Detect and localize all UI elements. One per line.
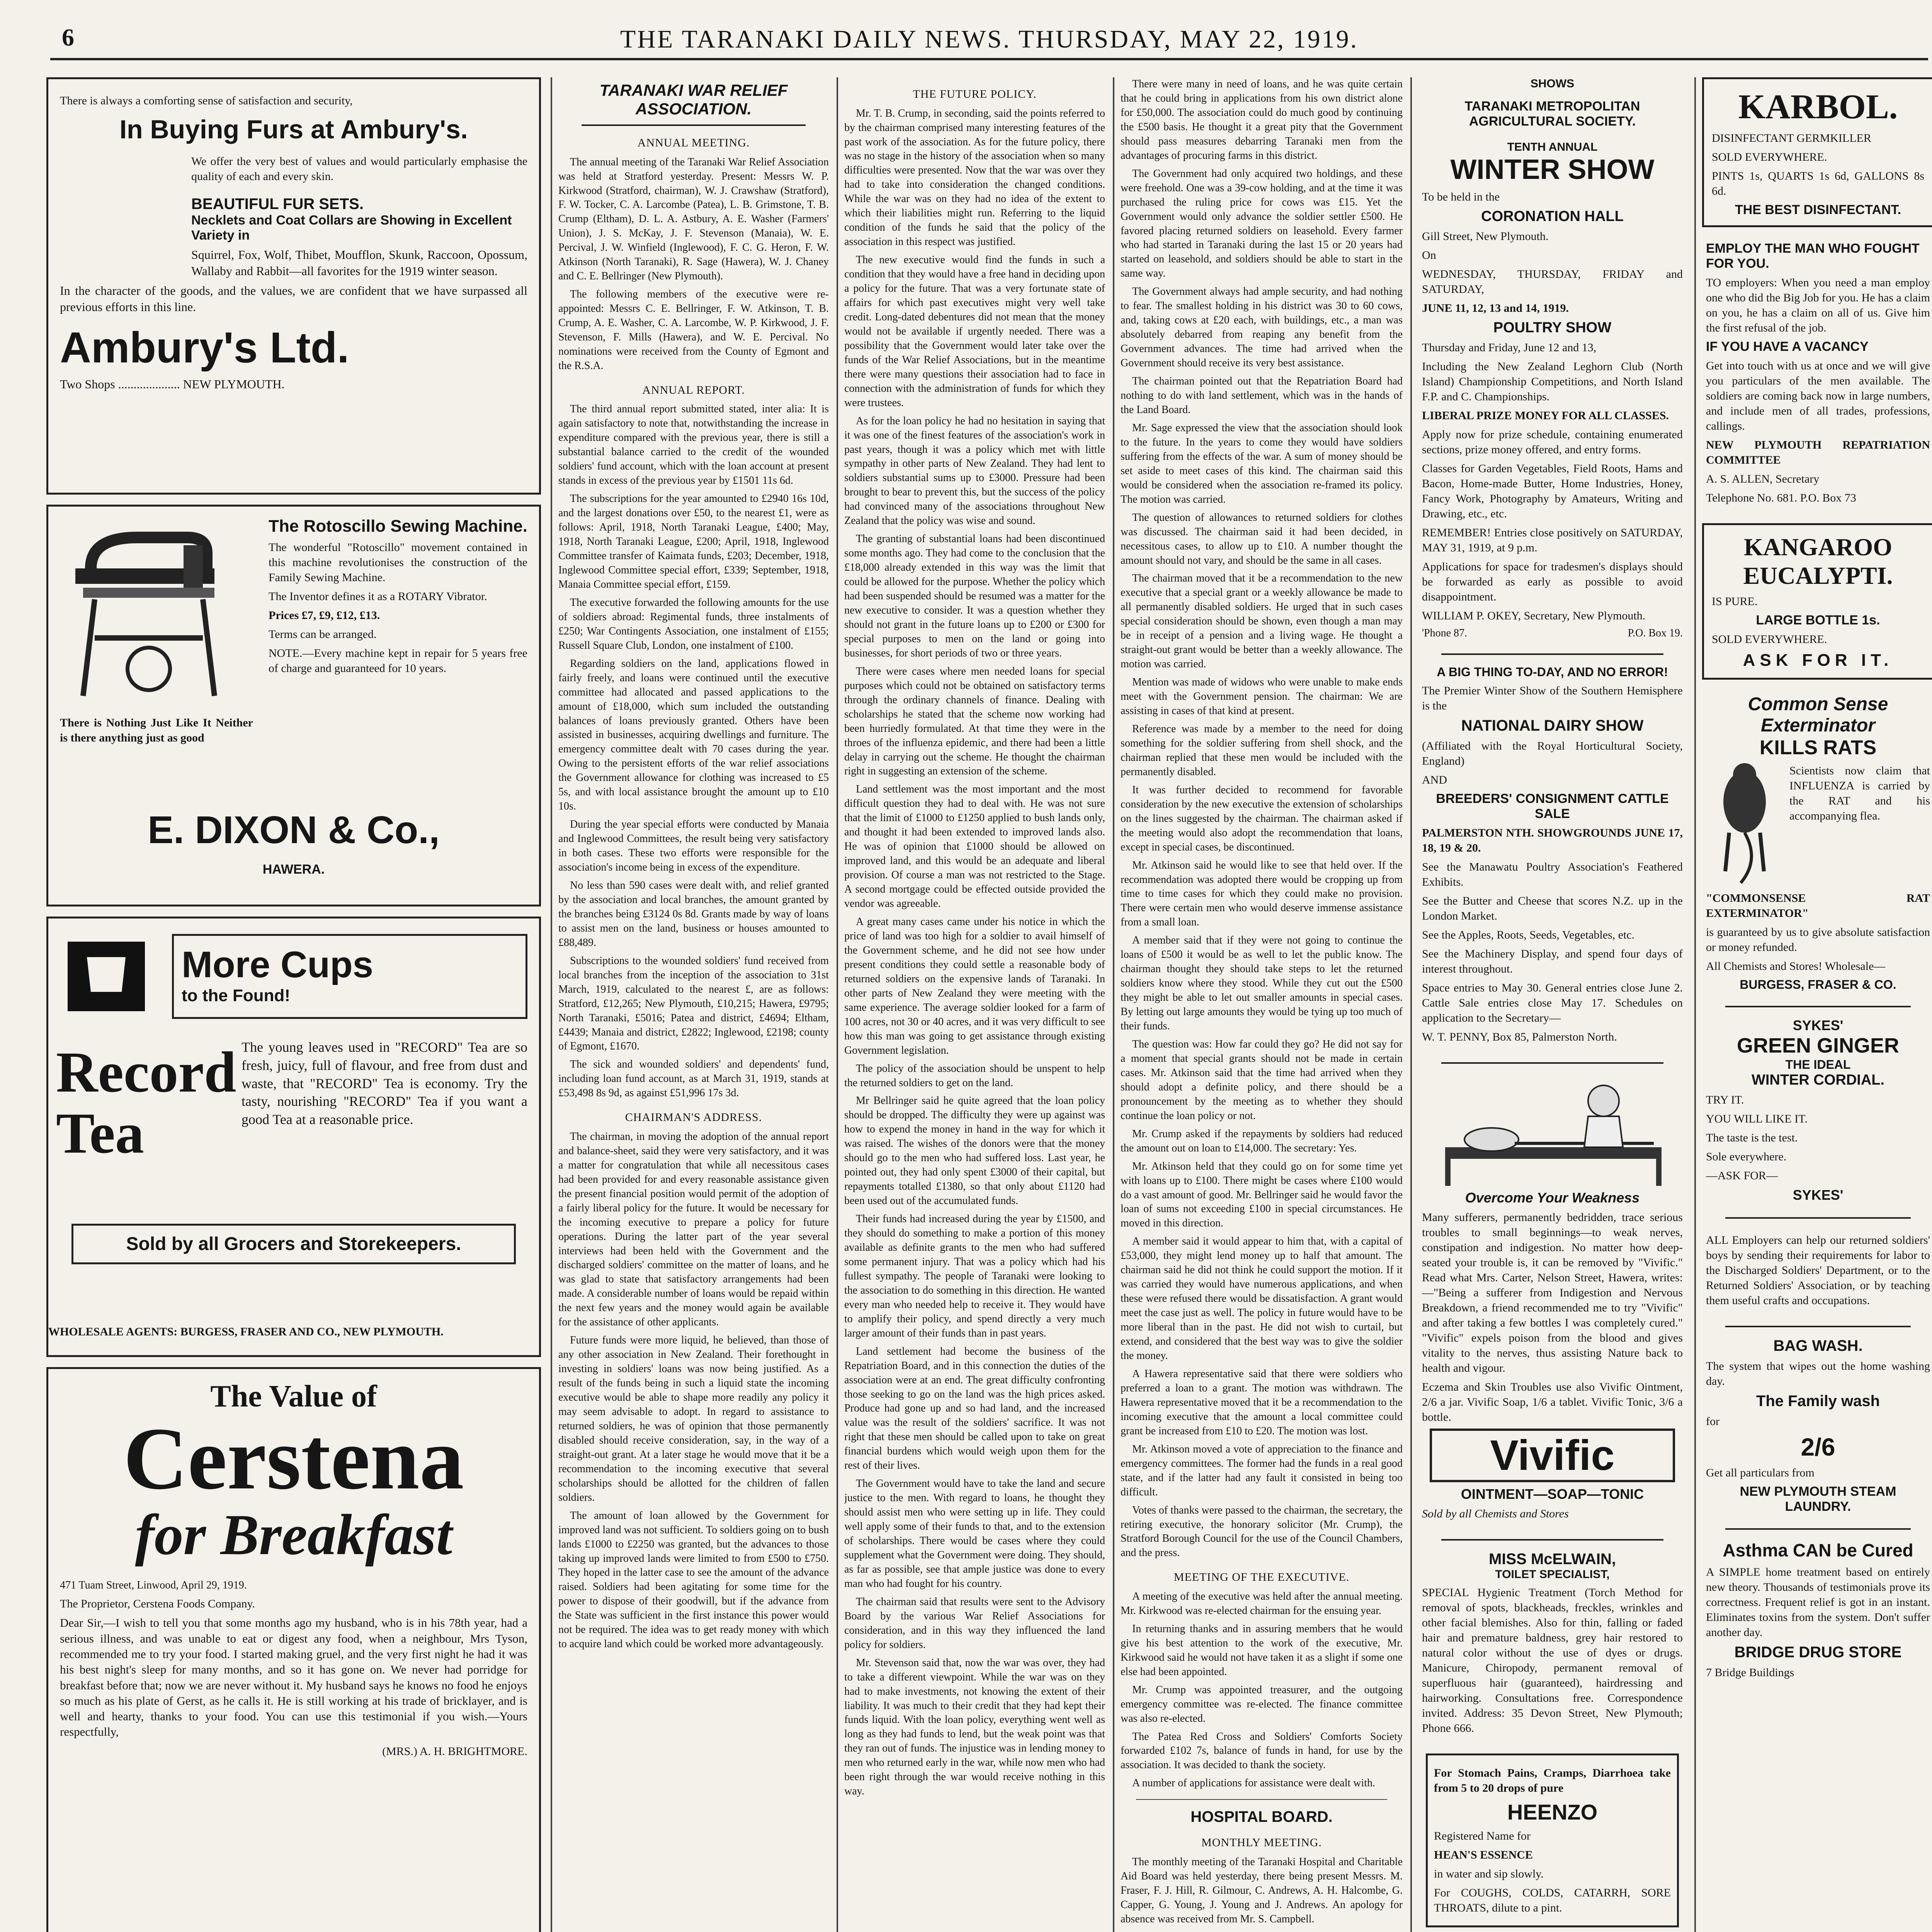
kangaroo-brand: KANGAROO EUCALYPTI.: [1743, 533, 1893, 589]
bag-system: The system that wipes out the home washing day.: [1706, 1360, 1930, 1388]
article-paragraph: Land settlement had become the business of the Repatriation Board, and in this connection the duties of the association were at an end. The great difficulty confronting those seeking to go on the land was the high prices asked. Produce had gone up and so had land, and the increased value was the result of the soldiers' sacrifice. It was not right that these men should be called upon to take on great financial burdens which would weigh upon them for the rest of their lives.: [844, 1345, 1105, 1472]
dixon-firm: E. DIXON & Co.,: [148, 808, 440, 852]
record-brand: Record Tea: [56, 1040, 236, 1165]
record-agents: WHOLESALE AGENTS: BURGESS, FRASER AND CO., NEW PLYMOUTH.: [48, 1325, 444, 1338]
column-rule: [551, 77, 552, 1932]
steam-laundry: NEW PLYMOUTH STEAM LAUNDRY.: [1740, 1484, 1896, 1514]
apply-text: Apply now for prize schedule, containing enumerated sections, prize money offered, and entry forms.: [1422, 428, 1683, 456]
ambury-list: Squirrel, Fox, Wolf, Thibet, Moufflon, Skunk, Raccoon, Opossum, Wallaby and Rabbit—all favorites for the 1919 winter season.: [191, 248, 527, 278]
cerstena-address: 471 Tuam Street, Linwood, April 29, 1919.: [60, 1579, 247, 1591]
common-sense: Common Sense Exterminator: [1748, 694, 1888, 736]
article-subhead: MEETING OF THE EXECUTIVE.: [1173, 1571, 1350, 1584]
dairy-show-ad: [1418, 661, 1687, 1052]
article-paragraph: The granting of substantial loans had been discontinued some months ago. They had come to the conclusion that the £18,000 already extended in this way was the limit that could be allowed for the purpose. Whether the policy which had been suspended should be resumed was a matter for the new executive to consider. It was a question whether they should not grant in the future loans up to £200 or £300 for special purposes to men on the land or going into businesses, for short periods of two or three years.: [844, 533, 1105, 659]
see-apples: See the Apples, Roots, Seeds, Vegetables, etc.: [1422, 929, 1635, 941]
heenzo-brand: HEENZO: [1507, 1800, 1598, 1824]
secretary-okey: WILLIAM P. OKEY, Secretary, New Plymouth.: [1422, 609, 1646, 622]
try-it: TRY IT.: [1706, 1094, 1744, 1106]
cerstena-signed: (MRS.) A. H. BRIGHTMORE.: [382, 1745, 527, 1758]
ambury-logo: Ambury's Ltd.: [60, 323, 349, 372]
burgess-fraser: BURGESS, FRASER & CO.: [1740, 978, 1896, 992]
article-paragraph: Land settlement was the most important and the most difficult question they had to deal with. He was not sure that the limit of £1000 to £1250 applied to bush lands only, and thought it had been extended to improved lands also. He was of opinion that £1000 should be allowed on improved land, and this would be an adequate and liberal provision. Of course a man was not restricted to the Stage. A second mortgage could be effected outside provided the vendor was agreeable.: [844, 783, 1105, 910]
article-paragraph: A great many cases came under his notice in which the price of land was too high for a soldier to avail himself of the Government scheme, and he did not see how under present conditions they could settle a reasonable body of returned soldiers on the expensive lands of Taranaki. In other parts of New Zealand they were meeting with the same experience. The average soldier looked for a farm of 100 acres, not 30 or 40 acres, and it was very difficult to see how this man was going to get assistance through existing Government legislation.: [844, 916, 1105, 1056]
get-all-particulars: Get all particulars from: [1706, 1466, 1815, 1479]
article-subhead: THE FUTURE POLICY.: [913, 88, 1037, 100]
column-ads-right: [1702, 77, 1932, 1932]
article-paragraph: Future funds were more liquid, he believed, than those of any other association in New Zealand. Their forethought in investing in soldiers' loans was now being justified. As a result of the funds being in such a liquid state the incoming executive would be able to shape more readily any policy it may seem advisable to adopt. In regard to assistance to returned soldiers, he was of opinion that those permanently disabled should receive consideration, say, in the way of a straight-out grant. At a later stage he would move that it be a recommendation to the incoming executive that several scholarships should be allotted for the children of fallen soldiers.: [558, 1334, 829, 1503]
guaranteed-text: is guaranteed by us to give absolute satisfaction or money refunded.: [1706, 926, 1930, 954]
article-paragraph: The third annual report submitted stated, inter alia: It is again satisfactory to note that, notwithstanding the increase in expenditure compared with the previous year, there is still a substantial balance carried to the credit of the wounded soldiers' fund account, which with the loan account at present stands in excess of the previous year by £1501 11s 6d.: [558, 403, 829, 487]
article-paragraph: Mr. T. B. Crump, in seconding, said the points referred to by the chairman comprised many interesting features of the past work of the association. As for the future policy, there was no stage in the history of the association when so many difficulties were presented. Now that the war was over they had to take into consideration the changed conditions. While the war was on they had no idea of the extent to which their liabilities might run. Referring to the liquid condition of the funds he said that the policy of the association in this respect was justified.: [844, 107, 1105, 248]
article-paragraph: The amount of loan allowed by the Government for improved land was not sufficient. To soldiers going on to bush lands £1000 to £2250 was granted, but the advances to those taking up improved lands were limited to from £500 to £750. They hoped in the latter case to see the amount of the advance raised. Soldiers had been agitating for some time for the power to dispose of their goodwill, but if the advance from the State was sufficient in the first instance this power would not be required. The idea was to get ready money with which to acquire land which could be worked more advantageously.: [558, 1509, 829, 1650]
karbol-brand: KARBOL.: [1738, 88, 1898, 126]
vivific-body: Many sufferers, permanently bedridden, trace serious troubles to small beginnings—to weak nerves, constipation and indigestion. No matter how deep-seated your trouble is, it can be removed by "Vivific." Read what Mrs. Carter, Nelson Street, Hawera, writes:—"Being a sufferer from Indigestion and Nervous Breakdown, a friend recommended me to try "Vivific" and after taking a few bottles I was completely cured." "Vivific" expels poison from the blood and gives vitality to the nerves, thus assisting Nature back to health and vigour.: [1422, 1211, 1683, 1374]
article-paragraph: A member said it would appear to him that, with a capital of £53,000, they might lend money up to half that amount. The chairman said he did not think he could support the motion. If it was carried they would have numerous applications, and when these were refused there would be dissatisfaction. A grant would meet the case just as well. The policy in future would have to be more liberal than in the past. He did not wish to curtail, but extend, and considered that the best way was to give the soldier the money.: [1121, 1235, 1403, 1362]
palmerston-dates: PALMERSTON NTH. SHOWGROUNDS JUNE 17, 18, 19 & 20.: [1422, 827, 1683, 854]
cerstena-proprietor: The Proprietor, Cerstena Foods Company.: [60, 1597, 255, 1611]
article-paragraph: In returning thanks and in assuring members that he would give his best attention to the work of the executive, Mr. Kirkwood said he would not have taken it as a slight if some one else had been appointed.: [1121, 1622, 1403, 1678]
tenth-annual: TENTH ANNUAL: [1507, 141, 1598, 153]
article-paragraph: Mr. Crump asked if the repayments by soldiers had reduced the amount out on loan to £14,000. The secretary: Yes.: [1121, 1128, 1403, 1154]
kills-rats: KILLS RATS: [1759, 736, 1877, 759]
on-label: On: [1422, 249, 1436, 262]
asthma-ad: [1702, 1536, 1932, 1688]
employers-text: TO employers: When you need a man employ one who did the Big Job for you. He has a claim on you, he has a claim on all of us. Give him the first refusal of the job.: [1706, 276, 1930, 334]
vivific-ad: [1418, 1070, 1687, 1529]
space-text: Applications for space for tradesmen's displays should be forwarded as early as possible to avoid disappointment.: [1422, 560, 1683, 603]
see-butter: See the Butter and Cheese that scores N.Z. up in the London Market.: [1422, 895, 1683, 922]
tea-cup-logo: [60, 934, 153, 1019]
ambury-body: We offer the very best of values and would particularly emphasise the quality of each and every skin.: [191, 155, 527, 183]
article-paragraph: It was further decided to recommend for favorable consideration by the new executive the extension of scholarships on the lines suggested by the chairman. The chairman asked if the meeting would also adopt the recommendation that loans, except in special cases, be discontinued.: [1121, 784, 1403, 853]
commonsense-name: "COMMONSENSE RAT EXTERMINATOR": [1706, 892, 1930, 920]
article-paragraph: The subscriptions for the year amounted to £2940 16s 10d, and the largest donations over £50, to the nearest £1, were as follows: April, 1918, North Taranaki League, £400; May, 1918, North Taranaki League, £200; April, 1918, Inglewood Committee transfer of Kaimata funds, £203; December, 1918, Inglewood Committee special effort, £339; September, 1918, Manaia Committee special effort, £159.: [558, 493, 829, 590]
article-paragraph: The chairman said that results were sent to the Advisory Board by the various War Relief Associations for consideration, and in this way they influenced the land policy for soldiers.: [844, 1595, 1105, 1651]
article-paragraph: Mr Bellringer said he quite agreed that the loan policy should be dropped. The difficulty they were up against was how to expend the money in hand in the way for which it was raised. The wishes of the donors were that the money should go to the men who had suffered loss. Last year, he pointed out, they had only spent £3000 of their capital, but repayments totalled £1380, so that only about £1120 had been used out of the accumulated funds.: [844, 1095, 1105, 1207]
ambury-headline: In Buying Furs at Ambury's.: [119, 115, 468, 144]
cerstena-for-breakfast: for Breakfast: [135, 1503, 452, 1567]
article-paragraph: The policy of the association should be unspent to help the returned soldiers to get on the land.: [844, 1062, 1105, 1089]
cerstena-ad: [46, 1367, 541, 1932]
article-paragraph: The executive forwarded the following amounts for the use of soldiers abroad: Regimental funds, three instalments of £250; War Contingents Association, one instalment of £155; Russell Square Club, London, one instalment of £100.: [558, 596, 829, 651]
column-rule: [837, 77, 838, 1932]
sewing-machine-illustration: [60, 522, 245, 704]
green-ginger: GREEN GINGER: [1736, 1034, 1900, 1057]
bridge-buildings: 7 Bridge Buildings: [1706, 1666, 1794, 1679]
karbol-ad: [1702, 77, 1932, 227]
article-paragraph: Mr. Sage expressed the view that the association should look to the future. In the years to come they would have soldiers suffering from the effects of the war. A sum of money should be set aside to meet cases of this kind. The chairman said this would be considered when the association re-framed its policy. The motion was carried.: [1121, 422, 1403, 505]
mcelwain-ad: [1418, 1547, 1687, 1743]
vivific-headline: Overcome Your Weakness: [1465, 1190, 1640, 1206]
article-paragraph: Mention was made of widows who were unable to make ends meet with the Government pension. The chairman: We are assisting in cases of that kind at present.: [1121, 676, 1403, 717]
held-in: To be held in the: [1422, 190, 1500, 203]
article-paragraph: A Hawera representative said that there were soldiers who preferred a loan to a grant. The motion was withdrawn. The Hawera representative moved that it be a recommendation to the incoming executive that the amount a local committee could grant be increased from £10 to £20. The motion was lost.: [1121, 1367, 1403, 1437]
liberal-prize: LIBERAL PRIZE MONEY FOR ALL CLASSES.: [1422, 409, 1669, 422]
asthma-headline: Asthma CAN be Cured: [1723, 1540, 1913, 1560]
winter-cordial: WINTER CORDIAL.: [1751, 1072, 1885, 1088]
ambury-subhead2: Necklets and Coat Collars are Showing in Excellent Variety in: [191, 213, 512, 243]
dixon-caption: There is Nothing Just Like It Neither is there anything just as good: [60, 716, 253, 744]
article-paragraph: Regarding soldiers on the land, applications flowed in fairly freely, and loans were continued until the executive committee had allocated and passed applications to the amount of £18,000, which sum included the outstanding balances of loans previously granted. Others have been assisted in businesses, acquiring dwellings and furniture. The emergency committee dealt with 70 cases during the year. Owing to the persistent efforts of the war relief associations the Government allowance for clothing was increased to £5 5s, and with local assistance brought the amount up to £10 10s.: [558, 657, 829, 813]
affiliated-text: (Affiliated with the Royal Horticultural Society, England): [1422, 740, 1683, 767]
chemists-text: All Chemists and Stores! Wholesale—: [1706, 960, 1886, 973]
article-paragraph: Votes of thanks were passed to the chairman, the secretary, the retiring executive, the honorary solicitor (Mr. Crump), the Stratford Borough Council for the use of the Council Chambers, and the press.: [1121, 1504, 1403, 1559]
telephone-box: Telephone No. 681. P.O. Box 73: [1706, 492, 1856, 504]
see-poultry: See the Manawatu Poultry Association's Feathered Exhibits.: [1422, 861, 1683, 888]
vivific-sold: Sold by all Chemists and Stores: [1422, 1507, 1569, 1520]
dixon-ad: [46, 505, 541, 906]
hospital-paragraph: The monthly meeting of the Taranaki Hospital and Charitable Aid Board was held yesterday, there being present Messrs. M. Fraser, F. J. Hill, R. Gilmour, C. Andrews, A. H. Halcombe, G. Capper, G. Young, J. Young and J. Andrews. An apology for absence was received from Mr. S. Campbell.: [1121, 1855, 1403, 1925]
article-paragraph: Reference was made by a member to the need for doing something for the soldier suffering from shell shock, and the chairman replied that these men would be included with the permanently disabled.: [1121, 723, 1403, 778]
article-paragraph: The Government would have to take the land and secure justice to the men. With regard to loans, he thought they should assist men who were setting up in life. They could well apply some of their funds to that, and to the extension of scholarships. There would be cases where they could supplement what the Government were doing. They should, as far as possible, see that ample justice was done to every man who had fought for his country.: [844, 1478, 1105, 1590]
cerstena-letter: Dear Sir,—I wish to tell you that some months ago my husband, who is in his 78th year, had a serious illness, and was unable to eat or digest any food, when a neighbour, Mrs Tyson, recommended me to try your food. I started making gruel, and the very first night he had it was his best night's sleep for many months, and so it has gone on. We never had porridge for breakfast before that; now we are never without it. My husband says he knows no food he enjoys so much as his plate of Gerst, as he calls it. He is still working at his trade of bricklayer, and is well and hearty, thanks to your food. You can use this testimonial if you wish.—Yours respectfully,: [60, 1616, 527, 1739]
column-ads-left: [46, 77, 541, 1932]
page-number: 6: [62, 24, 74, 51]
kangaroo-sold: SOLD EVERYWHERE.: [1712, 633, 1827, 646]
repatriation-ad: [1702, 237, 1932, 513]
employers-all-text: ALL Employers can help our returned soldiers' boys by sending their requirements for labor to the Discharged Soldiers' Department, or to the Returned Soldiers' Association, or by teaching them useful crafts and occupations.: [1706, 1234, 1930, 1307]
heenzo-essence: HEAN'S ESSENCE: [1434, 1849, 1533, 1861]
article-paragraph: The question was: How far could they go? He did not say for a moment that special grants should not be made in certain cases. Mr. Atkinson said that the time had arrived when they should adopt a definite policy, and there should be a pronouncement by the meeting as to whether they should continue the loan policy or not.: [1121, 1038, 1403, 1122]
masthead: [50, 23, 1928, 60]
repatriation-committee: NEW PLYMOUTH REPATRIATION COMMITTEE: [1706, 439, 1930, 466]
article-paragraph: As for the loan policy he had no hesitation in saying that it was one of the finest features of the association's work in past years, though it was a policy which met with little sympathy in other parts of New Zealand. They had lent to soldiers substantial sums up to £3000. Pressure had been brought to bear to prevent this, but the success of the policy had convinced many of the associations throughout New Zealand that the policy was wise and sound.: [844, 415, 1105, 527]
column-war-relief-2: [844, 77, 1105, 1932]
column-rule: [1113, 77, 1114, 1932]
dixon-prices: Prices £7, £9, £12, £13.: [269, 609, 380, 622]
article-paragraph: During the year special efforts were conducted by Manaia and Inglewood Committees, the result being very satisfactory in both cases. These two efforts were responsible for the association's income being in excess of the expenditure.: [558, 818, 829, 874]
rat-exterminator-ad: [1702, 690, 1932, 996]
kangaroo-ask: ASK FOR IT.: [1743, 651, 1893, 670]
gill-street: Gill Street, New Plymouth.: [1422, 230, 1549, 243]
article-paragraph: The Patea Red Cross and Soldiers' Comforts Society forwarded £102 7s, balance of funds in hand, for use by the association. It was decided to thank the society.: [1121, 1730, 1403, 1771]
heenzo-registered: Registered Name for: [1434, 1830, 1531, 1842]
heenzo-water: in water and sip slowly.: [1434, 1867, 1544, 1880]
separator: [1725, 1217, 1911, 1219]
article-paragraph: A meeting of the executive was held after the annual meeting. Mr. Kirkwood was re-elected chairman for the ensuing year.: [1121, 1590, 1403, 1617]
dixon-title: The Rotoscillo Sewing Machine.: [269, 517, 527, 536]
toilet-specialist: TOILET SPECIALIST,: [1495, 1568, 1610, 1581]
dixon-terms: Terms can be arranged.: [269, 628, 377, 641]
dixon-note: NOTE.—Every machine kept in repair for 5 years free of charge and guaranteed for 10 years.: [269, 647, 527, 675]
ambury-shops: Two Shops .................... NEW PLYMOUTH.: [60, 377, 285, 391]
article-subtitle: ANNUAL MEETING.: [637, 136, 750, 149]
sykes-label-2: SYKES': [1793, 1187, 1844, 1203]
miss-mcelwain: MISS McELWAIN,: [1489, 1551, 1616, 1568]
separator: [582, 124, 806, 126]
ideal-label: THE IDEAL: [1785, 1058, 1851, 1071]
kangaroo-large: LARGE BOTTLE 1s.: [1756, 613, 1880, 628]
vacancy-heading: IF YOU HAVE A VACANCY: [1706, 339, 1869, 354]
classes-text: Classes for Garden Vegetables, Field Roots, Hams and Bacon, Home-made Butter, Home Industries, Honey, Fancy Work, Photography by Amateurs, Writing and Drawing, etc., etc.: [1422, 462, 1683, 520]
article-subhead: ANNUAL REPORT.: [642, 383, 745, 396]
penny-contact: W. T. PENNY, Box 85, Palmerston North.: [1422, 1031, 1617, 1043]
record-tea-ad: [46, 917, 541, 1357]
record-sold: Sold by all Grocers and Storekeepers.: [71, 1224, 516, 1264]
sole-everywhere: Sole everywhere.: [1706, 1150, 1787, 1163]
kangaroo-pure: IS PURE.: [1712, 595, 1758, 608]
dixon-town: HAWERA.: [262, 862, 325, 877]
bag-wash: BAG WASH.: [1773, 1337, 1863, 1354]
article-paragraph: Mr. Atkinson said he would like to see that held over. If the recommendation was adopted there would be cropping up from time to time cases for which they could make no provision. There were certain men who would deserve immense assistance from a small loan.: [1121, 859, 1403, 929]
dixon-inventor: The Inventor defines it as a ROTARY Vibrator.: [269, 590, 487, 603]
poultry-dates: Thursday and Friday, June 12 and 13,: [1422, 341, 1597, 354]
article-paragraph: Mr. Crump was appointed treasurer, and the outgoing emergency committee was re-elected. The finance committee was also re-elected.: [1121, 1684, 1403, 1725]
vivific-line: OINTMENT—SOAP—TONIC: [1461, 1486, 1644, 1502]
article-subhead: CHAIRMAN'S ADDRESS.: [625, 1111, 762, 1124]
taste-test: The taste is the test.: [1706, 1131, 1798, 1144]
karbol-sold: SOLD EVERYWHERE.: [1712, 151, 1827, 163]
ambury-ad: [46, 77, 541, 495]
heenzo-ad: [1426, 1753, 1679, 1927]
premier-text: The Premier Winter Show of the Southern Hemisphere is the: [1422, 684, 1683, 712]
scientists-claim: Scientists now claim that INFLUENZA is carried by the RAT and his accompanying flea.: [1789, 764, 1930, 822]
article-paragraph: A member said that if they were not going to continue the loans of £500 it would be as well to let the public know. The chairman thought they should take steps to let the returned soldiers know where they stood. While they cut out the £500 they might be able to let out smaller amounts in special cases. By letting out large amounts they would be tying up too much of their funds.: [1121, 934, 1403, 1032]
article-paragraph: The new executive would find the funds in such a condition that they would have a free hand in deciding upon a policy for the future. That was a very fortunate state of affairs for which past executives might very well take credit. Long-dated debentures did not mean that the money would not be available if urgently needed. There was a possibility that the Government would later take over the funds of the War Relief Associations, but in the meantime there were many questions their association had to face in connection with the administration of funds for which they were trustees.: [844, 254, 1105, 409]
separator: [1441, 1539, 1663, 1541]
employers-notice: [1702, 1225, 1932, 1316]
space-entries: Space entries to May 30. General entries close June 2. Cattle Sale entries close May 17. Schedules on application to the Secretary—: [1422, 981, 1683, 1024]
column-shows: [1418, 77, 1687, 1932]
ambury-subhead: BEAUTIFUL FUR SETS.: [191, 196, 364, 213]
article-paragraph: The chairman, in moving the adoption of the annual report and balance-sheet, said they were very satisfactory, and it was a matter for congratulation that while all necessitous cases had been provided for and every reasonable assistance given the present financial position would permit of the adoption of a fairly liberal policy for the future. It would be necessary for the incoming executive to prepare a policy for future operations. During the latter part of the year several interviews had been held with the Government and the discharged soldiers' committee on the matter of loans, and he was glad to state that satisfactory arrangements had been made. A considerable number of loans would be repaid within the next few years and the money would again be available for the assistance of other applicants.: [558, 1130, 829, 1328]
vivific-brand: Vivific: [1430, 1429, 1675, 1482]
article-paragraph: There were cases where men needed loans for special purposes which could not be obtained on satisfactory terms through the ordinary channels of finance. Dealing with scholarships he stated that the scheme now working had been hurriedly formulated. At that time they were in the throes of the influenza epidemic, and there had been a little delay in carrying out the scheme. He thought the chairman right in suggesting an extension of the scheme.: [844, 665, 1105, 777]
separator: [1725, 1006, 1911, 1007]
article-paragraph: Subscriptions to the wounded soldiers' fund received from local branches from the inception of the association to 31st March, 1919, calculated to the nearest £, are as follows: Stratford, £12,265; New Plymouth, £10,215; Hawera, £9795; North Taranaki, £5016; Patea and district, £4694; Eltham, £4439; Manaia and district, £2822; Inglewood, £2198; county of Egmont, £1670.: [558, 954, 829, 1053]
green-ginger-ad: [1702, 1014, 1932, 1207]
and-text: AND: [1422, 774, 1447, 786]
record-more-cups: More Cups: [182, 944, 374, 985]
separator: [1136, 1799, 1387, 1800]
article-paragraph: No less than 590 cases were dealt with, and relief granted by the association and local branches, the amount granted by the branches being £3124 0s 8d. Grants made by way of loans to assist men on the land, business or houses amounted to £88,489.: [558, 879, 829, 949]
karbol-disinfectant: DISINFECTANT GERMKILLER: [1712, 132, 1871, 145]
nurse-patient-illustration: [1422, 1074, 1677, 1190]
article-paragraph: The Government always had ample security, and had nothing to fear. The smallest holding in his district was 30 to 60 cows, and, taking cows at £20 each, with buildings, etc., a man was absolutely debarred from reaping any benefit from the Government advances. The time had arrived when the Government should receive its very best assistance.: [1121, 286, 1403, 369]
newspaper-title: THE TARANAKI DAILY NEWS. THURSDAY, MAY 22, 1919.: [620, 25, 1359, 53]
article-paragraph: The Government had only acquired two holdings, and these were freehold. One was a 39-cow holding, and at the time it was purchased the ruling price for cows was £15. Yet the Government would only advance the soldier settler £500. He favored placing returned soldiers on leasehold. Every farmer who had started in Taranaki during the last 15 or 20 years had started on leasehold, and soldiers should be able to start in the same way.: [1121, 167, 1403, 280]
bag-wash-ad: [1702, 1333, 1932, 1518]
winter-show: WINTER SHOW: [1450, 154, 1655, 185]
separator: [1441, 1062, 1663, 1064]
asthma-body: A SIMPLE home treatment based on entirely new theory. Thousands of testimonials prove its correctness. Frequent relief is got in an instant. Eliminates toxins from the system. Don't suffer another day.: [1706, 1566, 1930, 1639]
vivific-skin: Eczema and Skin Troubles use also Vivific Ointment, 2/6 a jar. Vivific Soap, 1/6 a tablet. Vivific Tonic, 3/6 a bottle.: [1422, 1381, 1683, 1423]
heenzo-top: For Stomach Pains, Cramps, Diarrhoea take from 5 to 20 drops of pure: [1434, 1767, 1671, 1794]
hospital-title: HOSPITAL BOARD.: [1190, 1808, 1333, 1826]
article-paragraph: The following members of the executive were re-appointed: Messrs C. E. Bellringer, F. W. Atkinson, T. B. Crump, A. E. Washer, C. A. Larcombe, W. P. Kirkwood, J. F. Stevenson, F. Mills (Hawera), and W. E. Percival. No nominations were received from the County of Egmont and the R.S.A.: [558, 288, 829, 372]
cerstena-brand: Cerstena: [123, 1409, 464, 1508]
ambury-intro: There is always a comforting sense of satisfaction and security,: [60, 94, 353, 107]
family-wash: The Family wash: [1756, 1393, 1880, 1410]
separator: [1441, 653, 1663, 655]
ambury-closing: In the character of the goods, and the values, we are confident that we have surpassed all previous efforts in this line.: [60, 284, 527, 314]
po-box: P.O. Box 19.: [1628, 627, 1683, 639]
article-paragraph: The chairman moved that it be a recommendation to the new executive that a special grant or a weekly allowance be made to all permanently disabled soldiers. He urged that in such cases special consideration should be shown, even though a man may be in receipt of a pension and a living wage. He thought a straight-out grant would be better than a weekly allowance. The motion was carried.: [1121, 572, 1403, 670]
kangaroo-ad: [1702, 523, 1932, 680]
winter-show-ad: [1418, 95, 1687, 643]
shows-heading: SHOWS: [1530, 77, 1575, 90]
separator: [1725, 1528, 1911, 1530]
sykes-label: SYKES': [1793, 1017, 1844, 1033]
bag-price: 2/6: [1801, 1433, 1835, 1461]
breeders-sale: BREEDERS' CONSIGNMENT CATTLE SALE: [1436, 791, 1669, 821]
article-paragraph: Their funds had increased during the year by £1500, and they should do something to make a portion of this money available as definite grants to the men who had suffered some permanent injury. That was a policy which had his fullest sympathy. The people of Taranaki were looking to the association to do something in this direction. He wanted every man who needed help to receive it. They would have to amplify their policy, and spend directly a very much larger amount of their funds than in past years.: [844, 1213, 1105, 1339]
rat-illustration: [1706, 759, 1783, 887]
bridge-drug-store: BRIDGE DRUG STORE: [1734, 1644, 1902, 1661]
employ-man: EMPLOY THE MAN WHO FOUGHT FOR YOU.: [1706, 241, 1920, 271]
remember-text: REMEMBER! Entries close positively on SATURDAY, MAY 31, 1919, at 9 p.m.: [1422, 526, 1683, 554]
more-cups-box: [172, 934, 527, 1019]
cerstena-value: The Value of: [210, 1379, 377, 1413]
record-found: to the Found!: [182, 986, 291, 1005]
poultry-show: POULTRY SHOW: [1493, 320, 1612, 336]
show-dates: JUNE 11, 12, 13 and 14, 1919.: [1422, 302, 1569, 315]
allen-secretary: A. S. ALLEN, Secretary: [1706, 473, 1820, 485]
for-label: for: [1706, 1415, 1719, 1428]
dixon-body: The wonderful "Rotoscillo" movement contained in this machine revolutionises the construction of the Family Sewing Machine.: [269, 541, 527, 584]
special-treatment: SPECIAL Hygienic Treatment (Torch Method for removal of spots, blackheads, freckles, wrinkles and other facial blemishes. Also for thin, falling or faded hair and premature baldness, grey hair restored to natural color without the use of dyes or drugs. Manicure, Chiropody, permanent removal of superfluous hair (guaranteed), hairdressing and hairworking. Consultations free. Correspondence invited. Address: 35 Devon Street, New Plymouth; Phone 666.: [1422, 1586, 1683, 1735]
heenzo-coughs: For COUGHS, COLDS, CATARRH, SORE THROATS, dilute to a pint.: [1434, 1886, 1671, 1914]
national-dairy-show: NATIONAL DAIRY SHOW: [1461, 717, 1644, 734]
article-title: TARANAKI WAR RELIEF ASSOCIATION.: [599, 81, 788, 118]
column-war-relief-1: [558, 77, 829, 1932]
ask-for: —ASK FOR—: [1706, 1169, 1778, 1182]
coronation-hall: CORONATION HALL: [1481, 208, 1624, 224]
society-name: TARANAKI METROPOLITAN AGRICULTURAL SOCIETY.: [1464, 99, 1640, 129]
big-thing: A BIG THING TO-DAY, AND NO ERROR!: [1437, 665, 1668, 679]
article-paragraph: Mr. Atkinson held that they could go on for some time yet with loans up to £100. There might be cases where £100 would do a vast amount of good. Mr. Bellringer said he would favor the loan of sums not exceeding £100 in special circumstances. He moved in this direction.: [1121, 1160, 1403, 1230]
separator: [1725, 1326, 1911, 1327]
article-paragraph: The annual meeting of the Taranaki War Relief Association was held at Stratford yesterday. Present: Messrs W. P. Kirkwood (Stratford, chairman), W. J. Crawshaw (Stratford), F. W. Tocker, C. A. Larcombe (Patea), L. B. Grimstone, T. B. Crump (Eltham), D. L. A. Astbury, A. E. Washer (Farmers' Union), J. S. McKay, J. F. Stevenson (Manaia), W. E. Percival, J. W. Winfield (Inglewood), F. C. G. Heron, F. W. Atkinson (North Taranaki), R. Sage (Hawera), W. J. Chaney and C. E. Bellringer (New Plymouth).: [558, 156, 829, 282]
article-paragraph: There were many in need of loans, and he was quite certain that he could bring in applications from his own district alone for £50,000. The association could do much good by continuing the £500 basis. He thought it a great pity that the Government should pass measures debarring Taranaki men from the advantages of procuring farms in this district.: [1121, 78, 1403, 162]
article-paragraph: The sick and wounded soldiers' and dependents' fund, including loan fund account, as at March 31, 1919, stands at £53,498 8s 9d, as against £51,996 17s 3d.: [558, 1058, 829, 1099]
article-paragraph: The chairman pointed out that the Repatriation Board had nothing to do with land settlement, which was in the hands of the Land Board.: [1121, 375, 1403, 416]
article-paragraph: Mr. Atkinson moved a vote of appreciation to the finance and emergency committees. The former had the funds in a real good state, and if the latter had any fault it consisted in being too difficult.: [1121, 1443, 1403, 1498]
column-war-relief-3: [1121, 77, 1403, 1932]
column-rule: [1410, 77, 1412, 1932]
article-paragraph: A number of applications for assistance were dealt with.: [1132, 1777, 1376, 1789]
you-will-like: YOU WILL LIKE IT.: [1706, 1112, 1808, 1125]
karbol-best: THE BEST DISINFECTANT.: [1735, 202, 1901, 217]
see-machinery: See the Machinery Display, and spend four days of interest throughout.: [1422, 947, 1683, 975]
column-rule: [1694, 77, 1696, 1932]
phone-number: 'Phone 87.: [1422, 627, 1468, 639]
record-body: The young leaves used in "RECORD" Tea are so fresh, juicy, full of flavour, and free from dust and waste, that "RECORD" Tea is economy. Try the tasty, nourishing "RECORD" Tea if you want a good Tea at a reasonable price.: [242, 1039, 527, 1128]
get-into-touch: Get into touch with us at once and we will give you particulars of the men available. The soldiers are coming back now in large numbers, and include men of all trades, professions, callings.: [1706, 359, 1930, 432]
hospital-subtitle: MONTHLY MEETING.: [1201, 1836, 1322, 1849]
karbol-pints: PINTS 1s, QUARTS 1s 6d, GALLONS 8s 6d.: [1712, 170, 1924, 197]
article-paragraph: The question of allowances to returned soldiers for clothes was discussed. The chairman said it had been decided, in necessitous cases, to allow up to £10. A number thought the amount should not vary, and should be the same in all cases.: [1121, 511, 1403, 566]
article-paragraph: Mr. Stevenson said that, now the war was over, they had to take a different viewpoint. While the war was on they had to make investments, not knowing the extent of their liability. It was much to their credit that they had kept their funds liquid. With the loan policy, everything went well as long as they had funds to lend, but the weak point was that they ran out of funds. The injustice was in lending money to men who returned early in the war, while now men who had been right through the war would receive nothing in this way.: [844, 1656, 1105, 1798]
show-days: WEDNESDAY, THURSDAY, FRIDAY and SATURDAY,: [1422, 268, 1683, 296]
including-text: Including the New Zealand Leghorn Club (North Island) Championship Competitions, and North Island F.P. and C. Championships.: [1422, 360, 1683, 403]
